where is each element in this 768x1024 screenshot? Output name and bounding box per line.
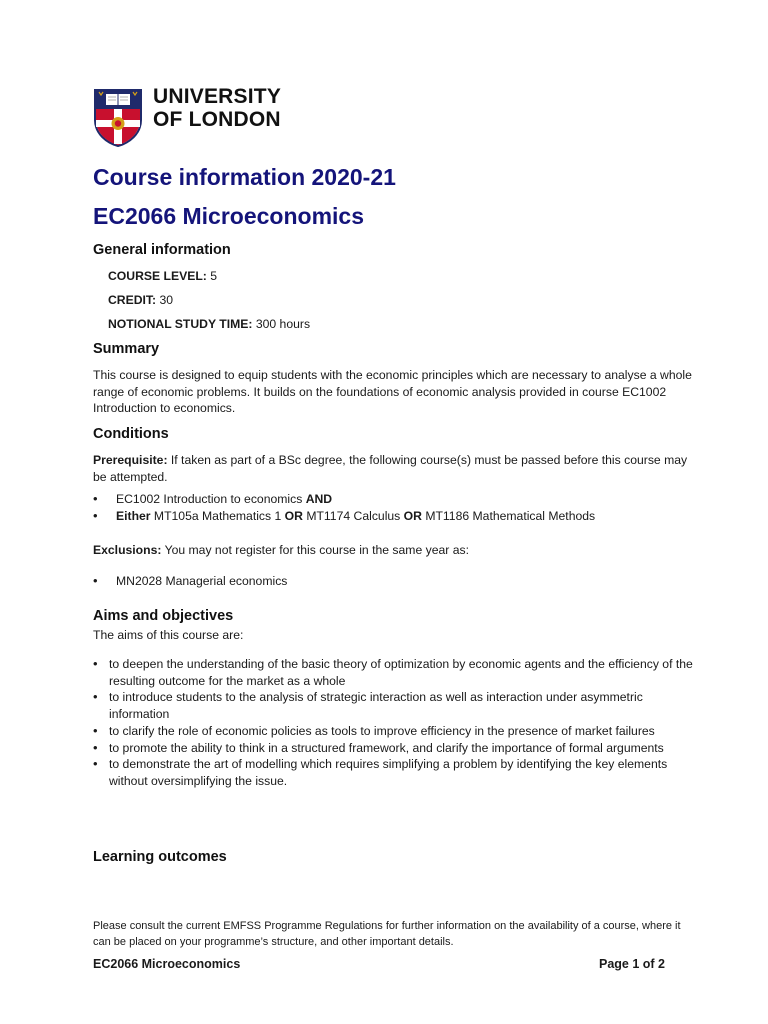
logo-line-2: OF LONDON — [153, 108, 281, 131]
credit-value: 30 — [156, 293, 174, 307]
course-title: EC2066 Microeconomics — [93, 203, 365, 229]
credit-label: CREDIT: — [108, 293, 157, 307]
regulations-note: Please consult the current EMFSS Programme Regulations for further information on the availability of a course, where it can be placed on your programme’s structure, and other important details. — [93, 920, 681, 948]
aims-heading: Aims and objectives — [93, 608, 234, 624]
prerequisite-list — [93, 491, 693, 524]
learning-outcomes-heading: Learning outcomes — [93, 849, 227, 865]
notional-study-time — [108, 317, 310, 331]
general-information-heading: General information — [93, 242, 231, 258]
list-item: • to introduce students to the analysis of strategic interaction as well as interaction under asymmetric information — [93, 689, 693, 722]
list-item: • to promote the ability to think in a structured framework, and clarify the importance of formal arguments — [93, 740, 693, 757]
prereq-mt105a: MT105a Mathematics 1 — [150, 508, 285, 523]
university-name — [153, 85, 281, 131]
prereq-either: Either — [116, 508, 151, 523]
study-time-value: 300 hours — [252, 317, 311, 331]
list-item — [93, 508, 693, 525]
course-level — [108, 269, 217, 283]
page-title: Course information 2020-21 — [93, 164, 396, 190]
exclusions-list — [93, 573, 693, 590]
list-item: • to clarify the role of economic policies as tools to improve efficiency in the presence of market failures — [93, 723, 693, 740]
list-item: • to demonstrate the art of modelling which requires simplifying a problem by identifying the key elements without oversimplifying the issue. — [93, 756, 693, 789]
conditions-heading: Conditions — [93, 426, 169, 442]
prereq-mt1186: MT1186 Mathematical Methods — [421, 508, 596, 523]
university-logo — [93, 85, 293, 148]
course-level-label: COURSE LEVEL: — [108, 269, 207, 283]
exclusions-label: Exclusions: — [93, 543, 162, 557]
list-item — [93, 491, 693, 508]
list-item: • MN2028 Managerial economics — [93, 573, 693, 590]
aims-list — [93, 656, 693, 790]
exclusions-description: You may not register for this course in the same year as: — [161, 543, 469, 557]
prereq-mt1174: MT1174 Calculus — [302, 508, 404, 523]
prerequisite-text — [93, 452, 693, 485]
aims-intro: The aims of this course are: — [93, 628, 244, 642]
page-number: Page 1 of 2 — [599, 957, 665, 971]
footer-course-name: EC2066 Microeconomics — [93, 957, 241, 971]
prereq-or-1: OR — [284, 508, 303, 523]
course-level-value: 5 — [206, 269, 218, 283]
study-time-label: NOTIONAL STUDY TIME: — [108, 317, 253, 331]
summary-text: This course is designed to equip students with the economic principles which are necessary to analyse a whole range of economic problems. It builds on the foundations of economic analysis provided in course EC1002 Introduction to economics. — [93, 368, 692, 415]
credit — [108, 293, 173, 307]
list-item: • to deepen the understanding of the basic theory of optimization by economic agents and the efficiency of the resulting outcome for the market as a whole — [93, 656, 693, 689]
prerequisite-description: If taken as part of a BSc degree, the following course(s) must be passed before this course may be attempted. — [93, 453, 688, 484]
prerequisite-label: Prerequisite: — [93, 453, 168, 467]
summary-heading: Summary — [93, 341, 160, 357]
university-crest-icon — [93, 88, 143, 148]
exclusions-text — [93, 542, 693, 559]
logo-line-1: UNIVERSITY — [153, 85, 282, 108]
prereq-item-1-and: AND — [305, 492, 333, 506]
prereq-or-2: OR — [403, 508, 422, 523]
prereq-item-1-text: EC1002 Introduction to economics — [116, 492, 306, 506]
